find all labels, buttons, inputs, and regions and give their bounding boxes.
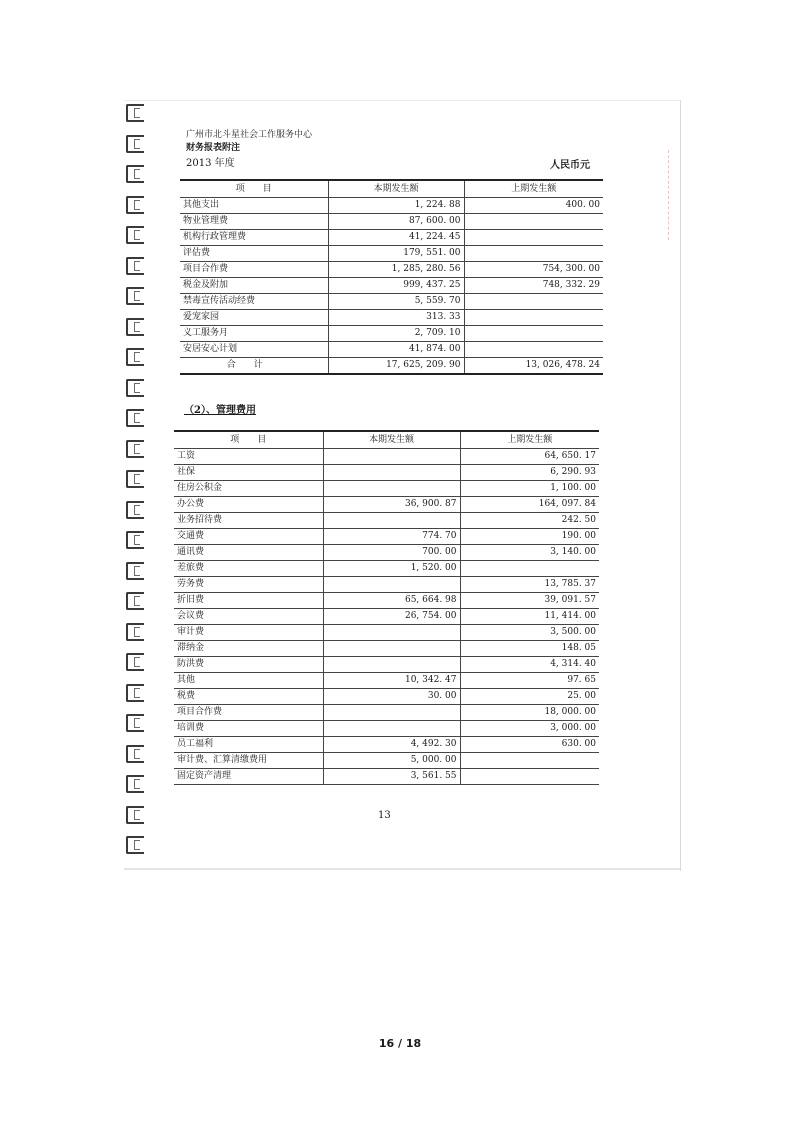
cell-current: 3, 561. 55: [323, 769, 460, 785]
cell-previous: [464, 294, 603, 310]
binding-ring-icon: [126, 592, 144, 610]
cell-item: 安居安心计划: [180, 342, 328, 358]
column-header-item: 项 目: [174, 431, 323, 449]
binding-ring-icon: [126, 684, 144, 702]
cell-current: 5, 000. 00: [323, 753, 460, 769]
cell-current: 1, 520. 00: [323, 561, 460, 577]
cell-current: [323, 465, 460, 481]
cell-item: 爱宠家园: [180, 310, 328, 326]
cell-current: [323, 705, 460, 721]
cell-current: [323, 513, 460, 529]
cell-current: 1, 285, 280. 56: [328, 262, 464, 278]
cell-item: 税费: [174, 689, 323, 705]
organization-name: 广州市北斗星社会工作服务中心: [186, 130, 313, 140]
table-row: [174, 545, 599, 561]
admin-expenses-table: [174, 430, 599, 785]
cell-item: 住房公积金: [174, 481, 323, 497]
binding-ring-icon: [126, 440, 144, 458]
binding-ring-icon: [126, 318, 144, 336]
cell-current: [323, 641, 460, 657]
cell-item: 差旅费: [174, 561, 323, 577]
cell-item: 其他支出: [180, 198, 328, 214]
cell-item: 物业管理费: [180, 214, 328, 230]
table-row: [180, 214, 603, 230]
binding-ring-icon: [126, 196, 144, 214]
cell-item: 业务招待费: [174, 513, 323, 529]
binding-ring-icon: [126, 806, 144, 824]
binding-ring-icon: [126, 226, 144, 244]
cell-previous: [460, 769, 599, 785]
cell-current: 179, 551. 00: [328, 246, 464, 262]
column-header-current: 本期发生额: [323, 431, 460, 449]
table-row: [174, 465, 599, 481]
cell-previous: 242. 50: [460, 513, 599, 529]
cell-previous: 11, 414. 00: [460, 609, 599, 625]
cell-previous: [460, 753, 599, 769]
table-row: [180, 342, 603, 358]
table-row: [174, 497, 599, 513]
cell-current: 41, 224. 45: [328, 230, 464, 246]
table-row: [174, 577, 599, 593]
binding-ring-icon: [126, 623, 144, 641]
cell-item: 防洪费: [174, 657, 323, 673]
cell-previous: 148. 05: [460, 641, 599, 657]
cell-previous: 400. 00: [464, 198, 603, 214]
cell-current: 65, 664. 98: [323, 593, 460, 609]
cell-previous: 3, 140. 00: [460, 545, 599, 561]
table-row: [174, 609, 599, 625]
cell-current: [323, 481, 460, 497]
cell-previous: 190. 00: [460, 529, 599, 545]
cell-item: 其他: [174, 673, 323, 689]
cell-item: 折旧费: [174, 593, 323, 609]
cell-item: 社保: [174, 465, 323, 481]
cell-item: 机构行政管理费: [180, 230, 328, 246]
cell-current: 26, 754. 00: [323, 609, 460, 625]
cell-previous: 39, 091. 57: [460, 593, 599, 609]
cell-item: 审计费: [174, 625, 323, 641]
binding-ring-icon: [126, 562, 144, 580]
binding-ring-icon: [126, 714, 144, 732]
cell-previous: 164, 097. 84: [460, 497, 599, 513]
currency-unit: 人民币元: [550, 160, 590, 171]
binding-ring-icon: [126, 348, 144, 366]
table-row: [174, 657, 599, 673]
table-row: [180, 198, 603, 214]
cell-current: 41, 874. 00: [328, 342, 464, 358]
binding-ring-icon: [126, 531, 144, 549]
table-row: [174, 769, 599, 785]
cell-previous: 6, 290. 93: [460, 465, 599, 481]
cell-current: 1, 224. 88: [328, 198, 464, 214]
cell-current: 30. 00: [323, 689, 460, 705]
binding-ring-icon: [126, 836, 144, 854]
binding-ring-icon: [126, 745, 144, 763]
cell-previous: 18, 000. 00: [460, 705, 599, 721]
cell-previous: 3, 500. 00: [460, 625, 599, 641]
cell-item: 固定资产清理: [174, 769, 323, 785]
column-header-current: 本期发生额: [328, 180, 464, 198]
cell-previous: 13, 785. 37: [460, 577, 599, 593]
binding-ring-icon: [126, 135, 144, 153]
table-row: [174, 689, 599, 705]
cell-previous: 754, 300. 00: [464, 262, 603, 278]
column-header-previous: 上期发生额: [460, 431, 599, 449]
cell-current: [323, 449, 460, 465]
cell-item: 员工福利: [174, 737, 323, 753]
binding-ring-icon: [126, 653, 144, 671]
cell-current: 313. 33: [328, 310, 464, 326]
spiral-binding: [124, 100, 148, 870]
table-row: [180, 326, 603, 342]
cell-previous: [464, 326, 603, 342]
cell-previous: [460, 561, 599, 577]
cell-current: [323, 657, 460, 673]
cell-current: 4, 492. 30: [323, 737, 460, 753]
total-label: 合计: [180, 358, 328, 375]
cell-item: 会议费: [174, 609, 323, 625]
table-row: [174, 753, 599, 769]
binding-ring-icon: [126, 257, 144, 275]
cell-previous: 748, 332. 29: [464, 278, 603, 294]
cell-previous: 630. 00: [460, 737, 599, 753]
cell-item: 交通费: [174, 529, 323, 545]
cell-item: 评估费: [180, 246, 328, 262]
cell-item: 税金及附加: [180, 278, 328, 294]
cell-item: 滞纳金: [174, 641, 323, 657]
cell-previous: [464, 230, 603, 246]
binding-ring-icon: [126, 165, 144, 183]
cell-current: [323, 721, 460, 737]
column-header-previous: 上期发生额: [464, 180, 603, 198]
cell-current: 87, 600. 00: [328, 214, 464, 230]
cell-previous: 25. 00: [460, 689, 599, 705]
margin-mark: [668, 150, 679, 240]
table-row: [180, 294, 603, 310]
scan-page-number: 13: [378, 810, 391, 821]
binding-ring-icon: [126, 470, 144, 488]
table-row: [174, 641, 599, 657]
cell-item: 办公费: [174, 497, 323, 513]
table-row: [174, 513, 599, 529]
cell-item: 通讯费: [174, 545, 323, 561]
cell-previous: [464, 246, 603, 262]
table-row: [180, 246, 603, 262]
table-row: [180, 310, 603, 326]
cell-item: 审计费、汇算清缴费用: [174, 753, 323, 769]
cell-item: 项目合作费: [174, 705, 323, 721]
cell-current: [323, 625, 460, 641]
cell-previous: 97. 65: [460, 673, 599, 689]
binding-ring-icon: [126, 287, 144, 305]
total-current: 17, 625, 209. 90: [328, 358, 464, 375]
table-row: [174, 673, 599, 689]
cell-current: [323, 577, 460, 593]
cell-item: 禁毒宣传活动经费: [180, 294, 328, 310]
cell-current: 700. 00: [323, 545, 460, 561]
table-row: [174, 481, 599, 497]
cell-previous: 4, 314. 40: [460, 657, 599, 673]
scan-bottom-edge: [124, 868, 680, 870]
binding-ring-icon: [126, 104, 144, 122]
cell-item: 义工服务月: [180, 326, 328, 342]
cell-current: 10, 342. 47: [323, 673, 460, 689]
total-row: [180, 358, 603, 375]
table-row: [174, 705, 599, 721]
binding-ring-icon: [126, 501, 144, 519]
cell-previous: 64, 650. 17: [460, 449, 599, 465]
cell-current: 2, 709. 10: [328, 326, 464, 342]
table-row: [180, 262, 603, 278]
cell-previous: [464, 342, 603, 358]
column-header-item: 项 目: [180, 180, 328, 198]
table-row: [174, 529, 599, 545]
binding-ring-icon: [126, 379, 144, 397]
table-row: [174, 593, 599, 609]
binding-ring-icon: [126, 409, 144, 427]
table-row: [174, 737, 599, 753]
binding-ring-icon: [126, 775, 144, 793]
cell-item: 项目合作费: [180, 262, 328, 278]
pdf-page-indicator: 16 / 18: [378, 1037, 422, 1050]
cell-previous: [464, 310, 603, 326]
cell-item: 培训费: [174, 721, 323, 737]
cell-previous: 3, 000. 00: [460, 721, 599, 737]
total-previous: 13, 026, 478. 24: [464, 358, 603, 375]
cell-current: 5, 559. 70: [328, 294, 464, 310]
table-row: [180, 230, 603, 246]
cell-item: 劳务费: [174, 577, 323, 593]
report-subtitle: 财务报表附注: [186, 143, 241, 153]
table-row: [180, 278, 603, 294]
table-row: [174, 625, 599, 641]
cell-previous: 1, 100. 00: [460, 481, 599, 497]
cell-previous: [464, 214, 603, 230]
table-row: [174, 721, 599, 737]
cell-current: 774. 70: [323, 529, 460, 545]
other-expenses-table: [180, 179, 603, 375]
section-title-admin-expenses: （2）、管理费用: [184, 405, 256, 416]
table-row: [174, 561, 599, 577]
table-row: [174, 449, 599, 465]
cell-current: 999, 437. 25: [328, 278, 464, 294]
report-year: 2013 年度: [186, 158, 235, 169]
cell-item: 工资: [174, 449, 323, 465]
cell-current: 36, 900. 87: [323, 497, 460, 513]
